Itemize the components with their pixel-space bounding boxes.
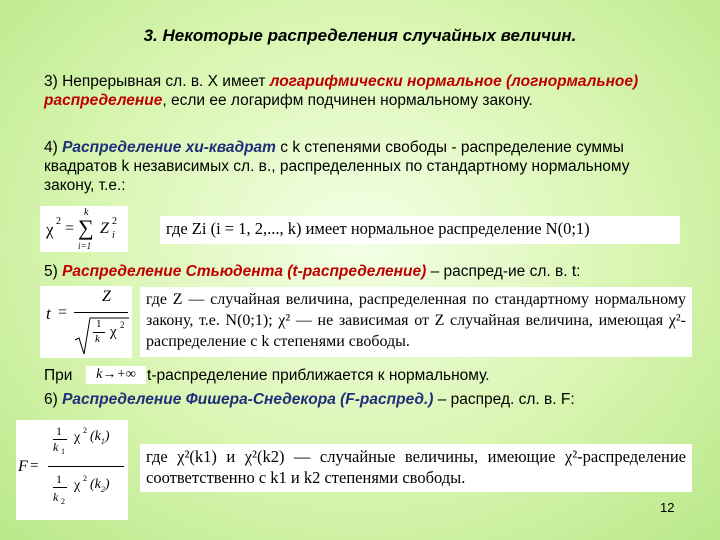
f3-den-k: k [53,490,59,504]
f3-num-arg: $(k_1)$ [90,429,110,446]
limit-expression: k→+∞ [86,366,146,384]
f3-den-small-bar [53,487,67,488]
limit-tail: t-распределение приближается к нормальному. [147,367,490,384]
f3-num-k: k [53,440,59,454]
p6-tail: – распред. сл. в. F: [433,391,575,408]
f1-term-sup: 2 [112,216,117,227]
f1-lower: i=1 [78,241,92,251]
slide-title: 3. Некоторые распределения случайных величин. [143,26,577,45]
f3-den-arg: $(k_2)$ [90,477,110,494]
p5-highlight: Распределение Стьюдента (t-распределение) [62,263,427,280]
formula-student [40,286,132,358]
f2-den-sup: 2 [120,320,125,330]
f2-den-num: 1 [96,318,102,330]
f1-term: Z [100,220,109,237]
f3-num-chi: χ [74,430,81,445]
f3-num-chi-sup: 2 [83,426,87,435]
p3-highlight: логарифмически нормальное (логнормальное) распределение [44,73,639,109]
f1-sum-sign: ∑ [78,215,94,240]
f3-eq: = [30,458,39,474]
p4-highlight: Распределение хи-квадрат [62,139,276,156]
p4-lead: 4) [44,139,63,156]
page-number: 12 [660,500,675,515]
note-student: где Z — случайная величина, распределенная по стандартному нормальному закону, т.е. N(0;1); χ² — не зависимая от Z случайная величина, имеющая χ²-распределение с k степенями свободы. [140,287,692,357]
f2-lhs: t [46,304,51,323]
formula-chi-square [40,206,128,252]
f1-eq: = [65,220,75,237]
p5-lead: 5) [44,263,63,280]
f3-den-chi-sup: 2 [83,474,87,483]
note-chi-square: где Zi (i = 1, 2,..., k) имеет нормальное распределение N(0;1) [160,216,680,244]
f3-num-k-sub: 1 [61,447,65,456]
f3-den-chi: χ [74,478,81,493]
f3-den-k-sub: 2 [61,497,65,506]
f1-term-sub: i [112,230,115,241]
p6-lead: 6) [44,391,63,408]
paragraph-lognormal [44,72,684,110]
note-fisher: где χ²(k1) и χ²(k2) — случайные величины, имеющие χ²-распределение соответственно с k1 и k2 степенями свободы. [140,444,692,492]
f1-lhs: χ [46,220,54,239]
p6-highlight: Распределение Фишера-Снедекора (F-распред.) [62,391,434,408]
limit-lead: При [44,367,73,384]
f3-num-one: 1 [56,424,62,438]
paragraph-chi-square [44,138,684,195]
f2-num: Z [102,288,111,305]
p3-tail: , если ее логарифм подчинен нормальному закону. [162,92,533,109]
paragraph-fisher [44,390,684,409]
f2-eq: = [58,304,68,321]
p5-tail: – распред-ие сл. в. t: [426,263,581,280]
f3-main-bar [48,466,124,467]
f3-lhs: F [18,458,28,475]
f2-fraction-bar [74,312,128,313]
formula-fisher [16,420,128,520]
paragraph-student [44,262,684,281]
p3-lead: 3) Непрерывная сл. в. X имеет [44,73,270,90]
f2-den-den: k [95,333,100,345]
f2-den-chi: χ [110,324,117,340]
f1-lhs-sup: 2 [56,216,61,227]
p4-tail: с k степенями свободы - распределение суммы квадратов k независимых сл. в., распределенных по стандартному нормальному закону, т.е.: [44,139,630,194]
f3-den-one: 1 [56,472,62,486]
f1-upper: k [84,207,89,218]
